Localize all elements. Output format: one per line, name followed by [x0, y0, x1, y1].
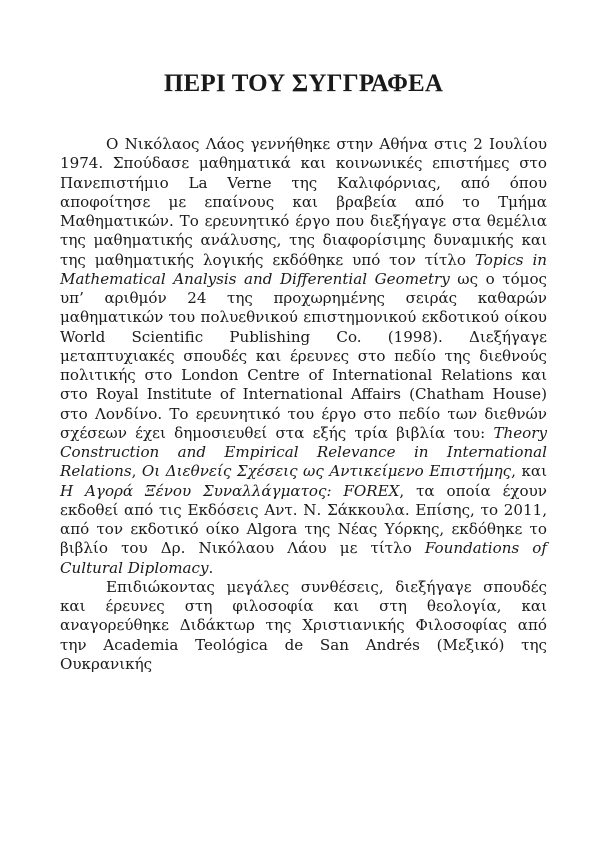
document-page [60, 70, 547, 674]
text-run: Επιδιώκοντας μεγάλες συνθέσεις, διεξήγαγε σπουδές και έρευνες στη φιλοσοφία και στη θεολογία, και αναγορεύθηκε Διδάκτωρ της Χριστιανικής Φιλοσοφίας από την Academia Teológica de San Andrés (Μεξικό) της Ουκρανικής [60, 577, 547, 673]
book-title: Οι Διεθνείς Σχέσεις ως Αντικείμενο Επιστήμης [141, 462, 512, 481]
book-title: Η Αγορά Ξένου Συναλλάγματος: FOREX [60, 481, 400, 500]
book-title: Topics in Mathematical Analysis and Differential Geometry [60, 250, 547, 288]
bio-paragraph-1 [60, 135, 547, 578]
bio-paragraph-2 [60, 578, 547, 674]
text-run: Ο Νικόλαος Λάος γεννήθηκε στην Αθήνα στις 2 Ιουλίου 1974. Σπούδασε μαθηματικά και κοινωνικές επιστήμες στο Πανεπιστήμιο La Verne της Καλιφόρνιας, από όπου αποφοίτησε με επαίνους και βραβεία από το Τμήμα Μαθηματικών. Το ερευνητικό έργο που διεξήγαγε στα θεμέλια της μαθηματικής ανάλυσης, της διαφορίσιμης δυναμικής και της μαθηματικής λογικής εκδόθηκε υπό τον τίτλο [60, 135, 547, 269]
book-title: Foundations of Cultural Diplomacy [60, 539, 547, 577]
text-run: ως ο τόμος υπ’ αριθμόν 24 της προχωρημένης σειράς καθαρών μαθηματικών του πολυεθνικού επιστημονικού εκδοτικού οίκου World Scientific Publishing Co. (1998). Διεξήγαγε μεταπτυχιακές σπουδές και έρευνες στο πεδίο της διεθνούς πολιτικής στο London Centre of International Relations και στο Royal Institute of International Affairs (Chatham House) στο Λονδίνο. Το ερευνητικό του έργο στο πεδίο των διεθνών σχέσεων έχει δημοσιευθεί στα εξής τρία βιβλία του: [60, 269, 548, 442]
text-run: , [131, 462, 142, 481]
text-run: , και [511, 462, 547, 481]
page-title: ΠΕΡΙ ΤΟΥ ΣΥΓΓΡΑΦΕΑ [163, 70, 444, 97]
text-run: , τα οποία έχουν εκδοθεί από τις Εκδόσεις Αντ. Ν. Σάκκουλα. Επίσης, το 2011, από τον εκδοτικό οίκο Algora της Νέας Υόρκης, εκδόθηκε το βιβλίο του Δρ. Νικόλαου Λάου με τίτλο [60, 481, 547, 558]
book-title: Theory Construction and Empirical Relevance in International Relations [60, 423, 547, 481]
text-run: . [208, 558, 214, 577]
